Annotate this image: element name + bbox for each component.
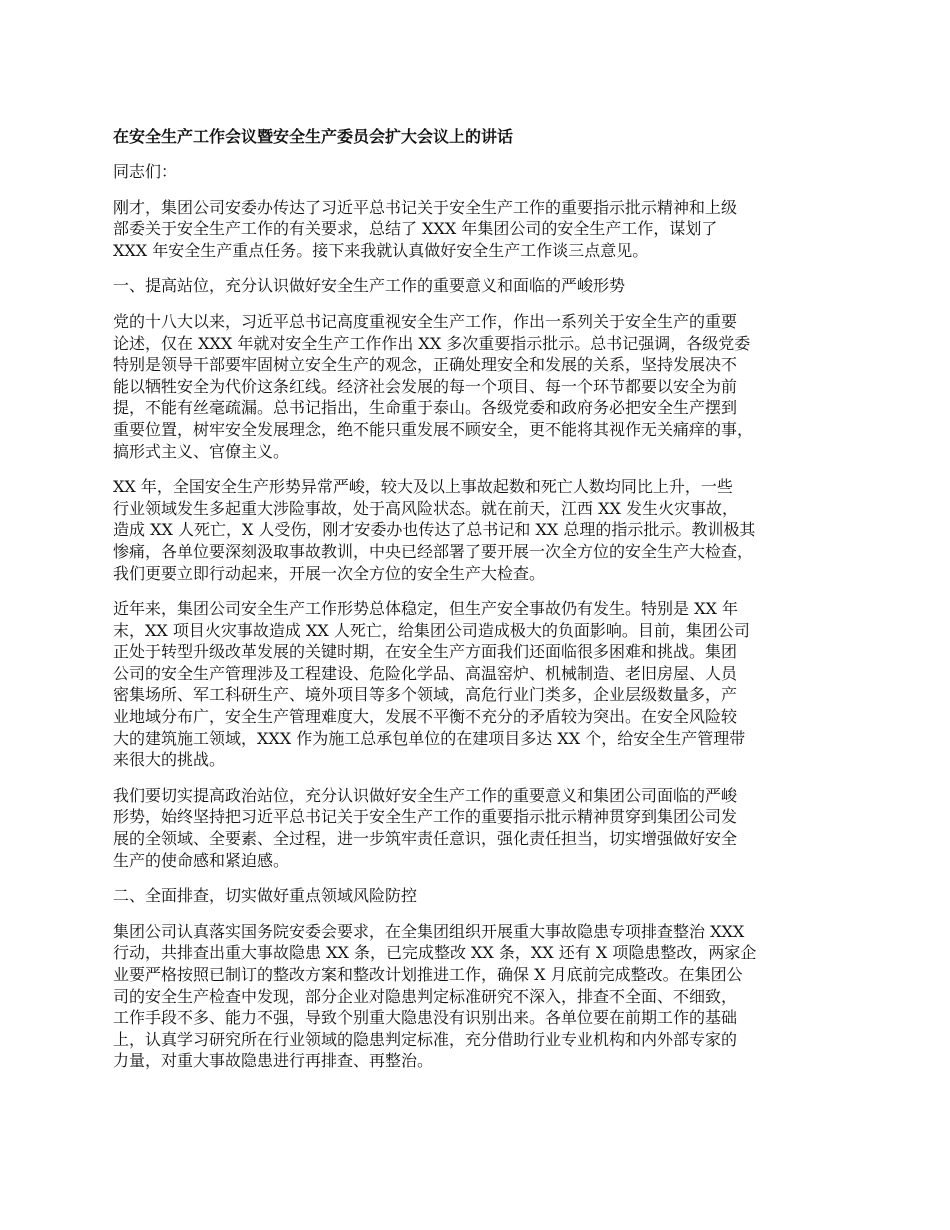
text-line: 惨痛，各单位要深刻汲取事故教训，中央已经部署了要开展一次全方位的安全生产大检查， [113, 541, 754, 561]
paragraph [113, 197, 853, 262]
text-line: XXX 年安全生产重点任务。接下来我就认真做好安全生产工作谈三点意见。 [113, 240, 649, 260]
text-line: 近年来，集团公司安全生产工作形势总体稳定，但生产安全事故仍有发生。特别是 XX 年 [113, 599, 738, 619]
text-line: XX 年，全国安全生产形势异常严峻，较大及以上事故起数和死亡人数均同比上升，一些 [113, 477, 733, 497]
salutation [113, 161, 853, 183]
text-line: 生产的使命感和紧迫感。 [113, 850, 290, 870]
text-line: 我们要切实提高政治站位，充分认识做好安全生产工作的重要意义和集团公司面临的严峻 [113, 785, 738, 805]
text-line: 工作手段不多、能力不强，导致个别重大隐患没有识别出来。各单位要在前期工作的基础 [113, 1008, 738, 1028]
text-line: 上，认真学习研究所在行业领域的隐患判定标准，充分借助行业专业机构和内外部专家的 [113, 1029, 738, 1049]
text-line: 党的十八大以来，习近平总书记高度重视安全生产工作，作出一系列关于安全生产的重要 [113, 311, 738, 331]
text-line: 重要位置，树牢安全发展理念，绝不能只重发展不顾安全，更不能将其视作无关痛痒的事， [113, 419, 754, 439]
text-line: 能以牺牲安全为代价这条红线。经济社会发展的每一个项目、每一个环节都要以安全为前 [113, 376, 738, 396]
text-line: 行动，共排查出重大事故隐患 XX 条，已完成整改 XX 条，XX 还有 X 项隐患整改，两家企 [113, 943, 757, 963]
text-line: 形势，始终坚持把习近平总书记关于安全生产工作的重要指示批示精神贯穿到集团公司发 [113, 807, 738, 827]
text-line: 力量，对重大事故隐患进行再排查、再整治。 [113, 1051, 434, 1071]
text-line: 部委关于安全生产工作的有关要求，总结了 XXX 年集团公司的安全生产工作，谋划了 [113, 219, 718, 239]
text-line: 展的全领域、全要素、全过程，进一步筑牢责任意识，强化责任担当，切实增强做好安全 [113, 829, 738, 849]
text-line: 刚才，集团公司安委办传达了习近平总书记关于安全生产工作的重要指示批示精神和上级 [113, 197, 738, 217]
text-line: 公司的安全生产管理涉及工程建设、危险化学品、高温窑炉、机械制造、老旧房屋、人员 [113, 663, 738, 683]
text-line: 业地域分布广，安全生产管理难度大，发展不平衡不充分的矛盾较为突出。在安全风险较 [113, 707, 738, 727]
paragraph [113, 476, 853, 584]
text-line: 集团公司认真落实国务院安委会要求，在全集团组织开展重大事故隐患专项排查整治 XXX [113, 921, 745, 941]
document-body [113, 161, 853, 1072]
text-line: 搞形式主义、官僚主义。 [113, 441, 290, 461]
text-line: 提，不能有丝毫疏漏。总书记指出，生命重于泰山。各级党委和政府务必把安全生产摆到 [113, 398, 738, 418]
text-line: 来很大的挑战。 [113, 750, 226, 770]
paragraph [113, 785, 853, 871]
text-line: 正处于转型升级改革发展的关键时期，在安全生产方面我们还面临很多困难和挑战。集团 [113, 642, 738, 662]
text-line: 二、全面排查，切实做好重点领域风险防控 [113, 886, 418, 906]
text-line: 同志们： [113, 162, 178, 181]
text-line: 行业领域发生多起重大涉险事故，处于高风险状态。就在前天，江西 XX 发生火灾事故， [113, 498, 738, 518]
text-line: 我们更要立即行动起来，开展一次全方位的安全生产大检查。 [113, 563, 546, 583]
text-line: 大的建筑施工领域，XXX 作为施工总承包单位的在建项目多达 XX 个，给安全生产管理带 [113, 728, 746, 748]
section-heading [113, 885, 853, 907]
text-line: 造成 XX 人死亡，X 人受伤，刚才安委办也传达了总书记和 XX 总理的指示批示。教训极其 [113, 520, 756, 540]
paragraph [113, 311, 853, 462]
paragraph [113, 921, 853, 1072]
text-line: 论述，仅在 XXX 年就对安全生产工作作出 XX 多次重要指示批示。总书记强调，各级党委 [113, 333, 751, 353]
text-line: 密集场所、军工科研生产、境外项目等多个领域，高危行业门类多，企业层级数量多，产 [113, 685, 738, 705]
text-line: 司的安全生产检查中发现，部分企业对隐患判定标准研究不深入，排查不全面、不细致， [113, 986, 738, 1006]
document-title: 在安全生产工作会议暨安全生产委员会扩大会议上的讲话 [113, 127, 514, 146]
paragraph [113, 598, 853, 771]
text-line: 特别是领导干部要牢固树立安全生产的观念，正确处理安全和发展的关系，坚持发展决不 [113, 355, 738, 375]
document-page [113, 126, 853, 1086]
section-heading [113, 275, 853, 297]
text-line: 业要严格按照已制订的整改方案和整改计划推进工作，确保 X 月底前完成整改。在集团公 [113, 965, 743, 984]
text-line: 一、提高站位，充分认识做好安全生产工作的重要意义和面临的严峻形势 [113, 276, 626, 296]
text-line: 末，XX 项目火灾事故造成 XX 人死亡，给集团公司造成极大的负面影响。目前，集团公司 [113, 620, 750, 640]
